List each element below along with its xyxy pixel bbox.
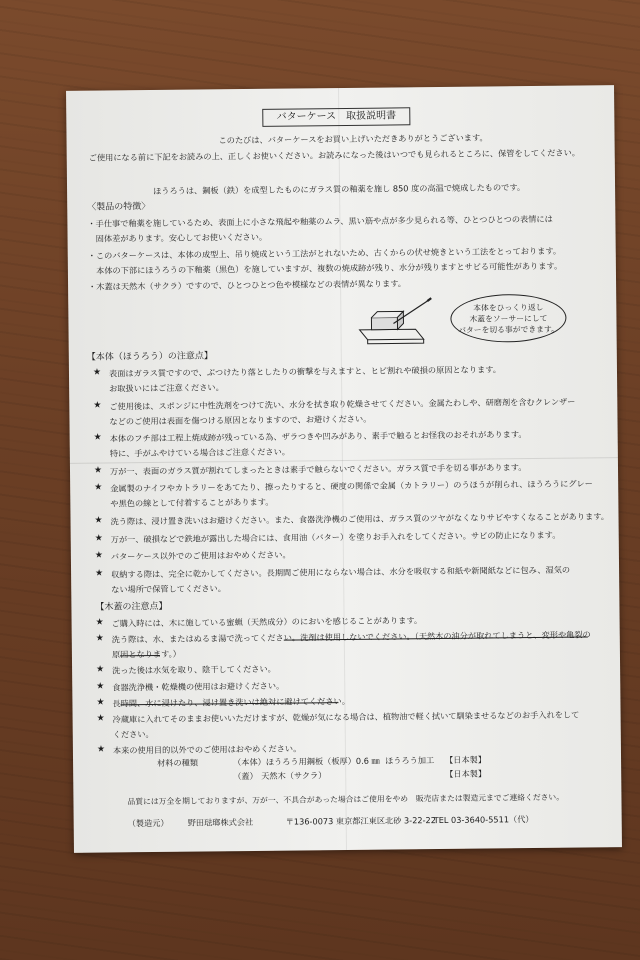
feature-line: ・このバターケースは、本体の成型上、吊り焼成という工法がとれないため、古くからの伏せ焼きという工法をとっております。 — [87, 245, 562, 261]
star-bullet-icon: ★ — [94, 482, 103, 494]
note-line: 万が一、表面のガラス質が割れてしまったときは素手で触らないでください。ガラス質で手を切る事があります。 — [109, 461, 527, 477]
instruction-sheet — [66, 85, 622, 853]
note-line: 洗った後は水気を取り、陰干してください。 — [112, 664, 276, 676]
star-bullet-icon: ★ — [95, 617, 104, 628]
feature-line: 本体の下部にほうろうの下釉薬（黒色）を施していますが、複数の焼成跡が残り、水分が残りますとサビる可能性があります。 — [87, 260, 563, 276]
materials-lid: 天然木（サクラ） — [261, 770, 327, 781]
star-bullet-icon: ★ — [94, 533, 103, 544]
tip-line: バターを切る事ができます。 — [458, 324, 559, 335]
note-line: バターケース以外でのご使用はおやめください。 — [110, 549, 291, 562]
intro-line: このたびは、バターケースをお買い上げいただきありがとうございます。 — [218, 132, 488, 146]
enamel-description: ほうろうは、鋼板（鉄）を成型したものにガラス質の釉薬を施し 850 度の高温で焼成したものです。 — [153, 182, 526, 196]
note-line: や黒色の線として付着することがあります。 — [110, 497, 274, 509]
note-line: ない場所で保管してください。 — [111, 583, 226, 595]
note-line: ご購入時には、木に施している蜜蝋（天然成分）のにおいを感じることがあります。 — [111, 615, 423, 629]
usage-tip-bubble — [450, 294, 566, 343]
materials-lid-origin: 【日本製】 — [445, 768, 487, 779]
star-bullet-icon: ★ — [96, 744, 106, 755]
maker-address: 〒136-0073 東京都江東区北砂 3-22-22 — [285, 815, 437, 827]
star-bullet-icon: ★ — [92, 367, 102, 378]
butter-case-illustration — [353, 295, 434, 350]
note-line: 長時間、水に浸けたり、浸け置き洗いは絶対に避けてください。 — [112, 695, 350, 709]
note-line: 表面はガラス質ですので、ぶつけたり落としたりの衝撃を与えますと、ヒビ割れや破損の原因となります。 — [108, 364, 501, 379]
note-line: お取扱いにはご注意ください。 — [109, 382, 224, 394]
note-line: 洗う際は、水、またはぬるま湯で洗ってください。洗剤は使用しないでください。（天然木の油分が取れてしまうと、変形や亀裂の — [111, 629, 591, 645]
note-line: ください。 — [112, 729, 154, 740]
note-line: 万が一、破損などで鉄地が露出した場合には、食用油（バター）を塗りお手入れをしてください。サビの防止になります。 — [110, 529, 561, 545]
note-line: 特に、手がふやけている場合はご注意ください。 — [109, 446, 291, 459]
materials-lid-label: （蓋） — [233, 770, 258, 782]
maker-name: 野田琺瑯株式会社 — [187, 816, 254, 828]
feature-line: 固体差があります。安心してお使いください。 — [87, 231, 268, 244]
star-bullet-icon: ★ — [93, 432, 102, 443]
features-heading: 〈製品の特徴〉 — [87, 202, 151, 213]
note-line: 本体のフチ部は工程上焼成跡が残っている為、ザラつきや凹みがあり、素手で触るとお怪我のおそれがあります。 — [109, 429, 527, 444]
note-line: 原因となります。） — [111, 648, 181, 660]
materials-label: 材料の種類 — [157, 757, 199, 768]
note-line: ご使用後は、スポンジに中性洗剤をつけて洗い、水分を拭き取り乾燥させてください。金属たわしや、研磨剤を含むクレンザー — [109, 396, 576, 412]
maker-phone: TEL 03-3640-5511（代） — [433, 814, 534, 826]
document-title: バターケース 取扱説明書 — [262, 107, 410, 127]
star-bullet-icon: ★ — [93, 465, 103, 476]
quality-note: 品質には万全を期しておりますが、万が一、不具合があった場合はご使用をやめ 販売店または製造元までご連絡ください。 — [127, 792, 565, 807]
tip-line: 本体をひっくり返し — [473, 302, 544, 313]
note-line: 金属製のナイフやカトラリーをあてたり、擦ったりすると、硬度の関係で金属（カトラリー）のうほうが削られ、ほうろうにグレー — [110, 478, 593, 494]
note-line: などのご使用は表面を傷つける原因となりますので、お避けください。 — [109, 413, 372, 427]
star-bullet-icon: ★ — [93, 400, 102, 411]
feature-line: ・手仕事で釉薬を施しているため、表面上に小さな飛起や釉薬のムラ、黒い筋や点が多少見られる等、ひとつひとつの表情には — [87, 213, 553, 229]
note-line: 収納する際は、完全に乾かしてください。長期間ご使用にならない場合は、水分を吸収する和紙や新聞紙などに包み、湿気の — [111, 564, 571, 580]
maker-label: （製造元） — [127, 817, 169, 829]
lid-notes-heading: 【木蓋の注意点】 — [95, 601, 168, 613]
tip-line: 木蓋をソーサーにして — [469, 313, 548, 324]
intro-line: ご使用になる前に下記をお読みの上、正しくお使いください。お読みになった後はいつでも見られるところに、保管をしてください。 — [88, 147, 581, 163]
star-bullet-icon: ★ — [94, 550, 104, 561]
materials-process: ほうろう加工 — [385, 755, 435, 766]
materials-body: （本体）ほうろう用鋼板（板厚）0.6 ㎜ — [233, 755, 380, 768]
note-line: 食器洗浄機・乾燥機の使用はお避けください。 — [112, 680, 285, 693]
note-line: 冷蔵庫に入れてそのままお使いいただけますが、乾燥が気になる場合は、植物油で軽く拭いて馴染ませるなどのお手入れをして — [112, 709, 580, 725]
star-bullet-icon: ★ — [96, 713, 105, 724]
star-bullet-icon: ★ — [96, 664, 105, 675]
star-bullet-icon: ★ — [95, 568, 104, 579]
note-line: 本来の使用目的以外でのご使用はおやめください。 — [112, 743, 302, 756]
star-bullet-icon: ★ — [95, 633, 104, 644]
star-bullet-icon: ★ — [96, 697, 105, 708]
body-notes-heading: 【本体（ほうろう）の注意点】 — [86, 351, 213, 363]
note-line: 洗う際は、浸け置き洗いはお避けください。また、食器洗浄機のご使用は、ガラス質のツヤがなくなりサビやすくなることがあります。 — [110, 511, 609, 527]
star-bullet-icon: ★ — [96, 681, 105, 692]
materials-origin: 【日本製】 — [445, 754, 487, 765]
star-bullet-icon: ★ — [94, 515, 103, 526]
feature-line: ・木蓋は天然木（サクラ）ですので、ひとつひとつ色や模様などの表情が異なります。 — [88, 278, 406, 292]
